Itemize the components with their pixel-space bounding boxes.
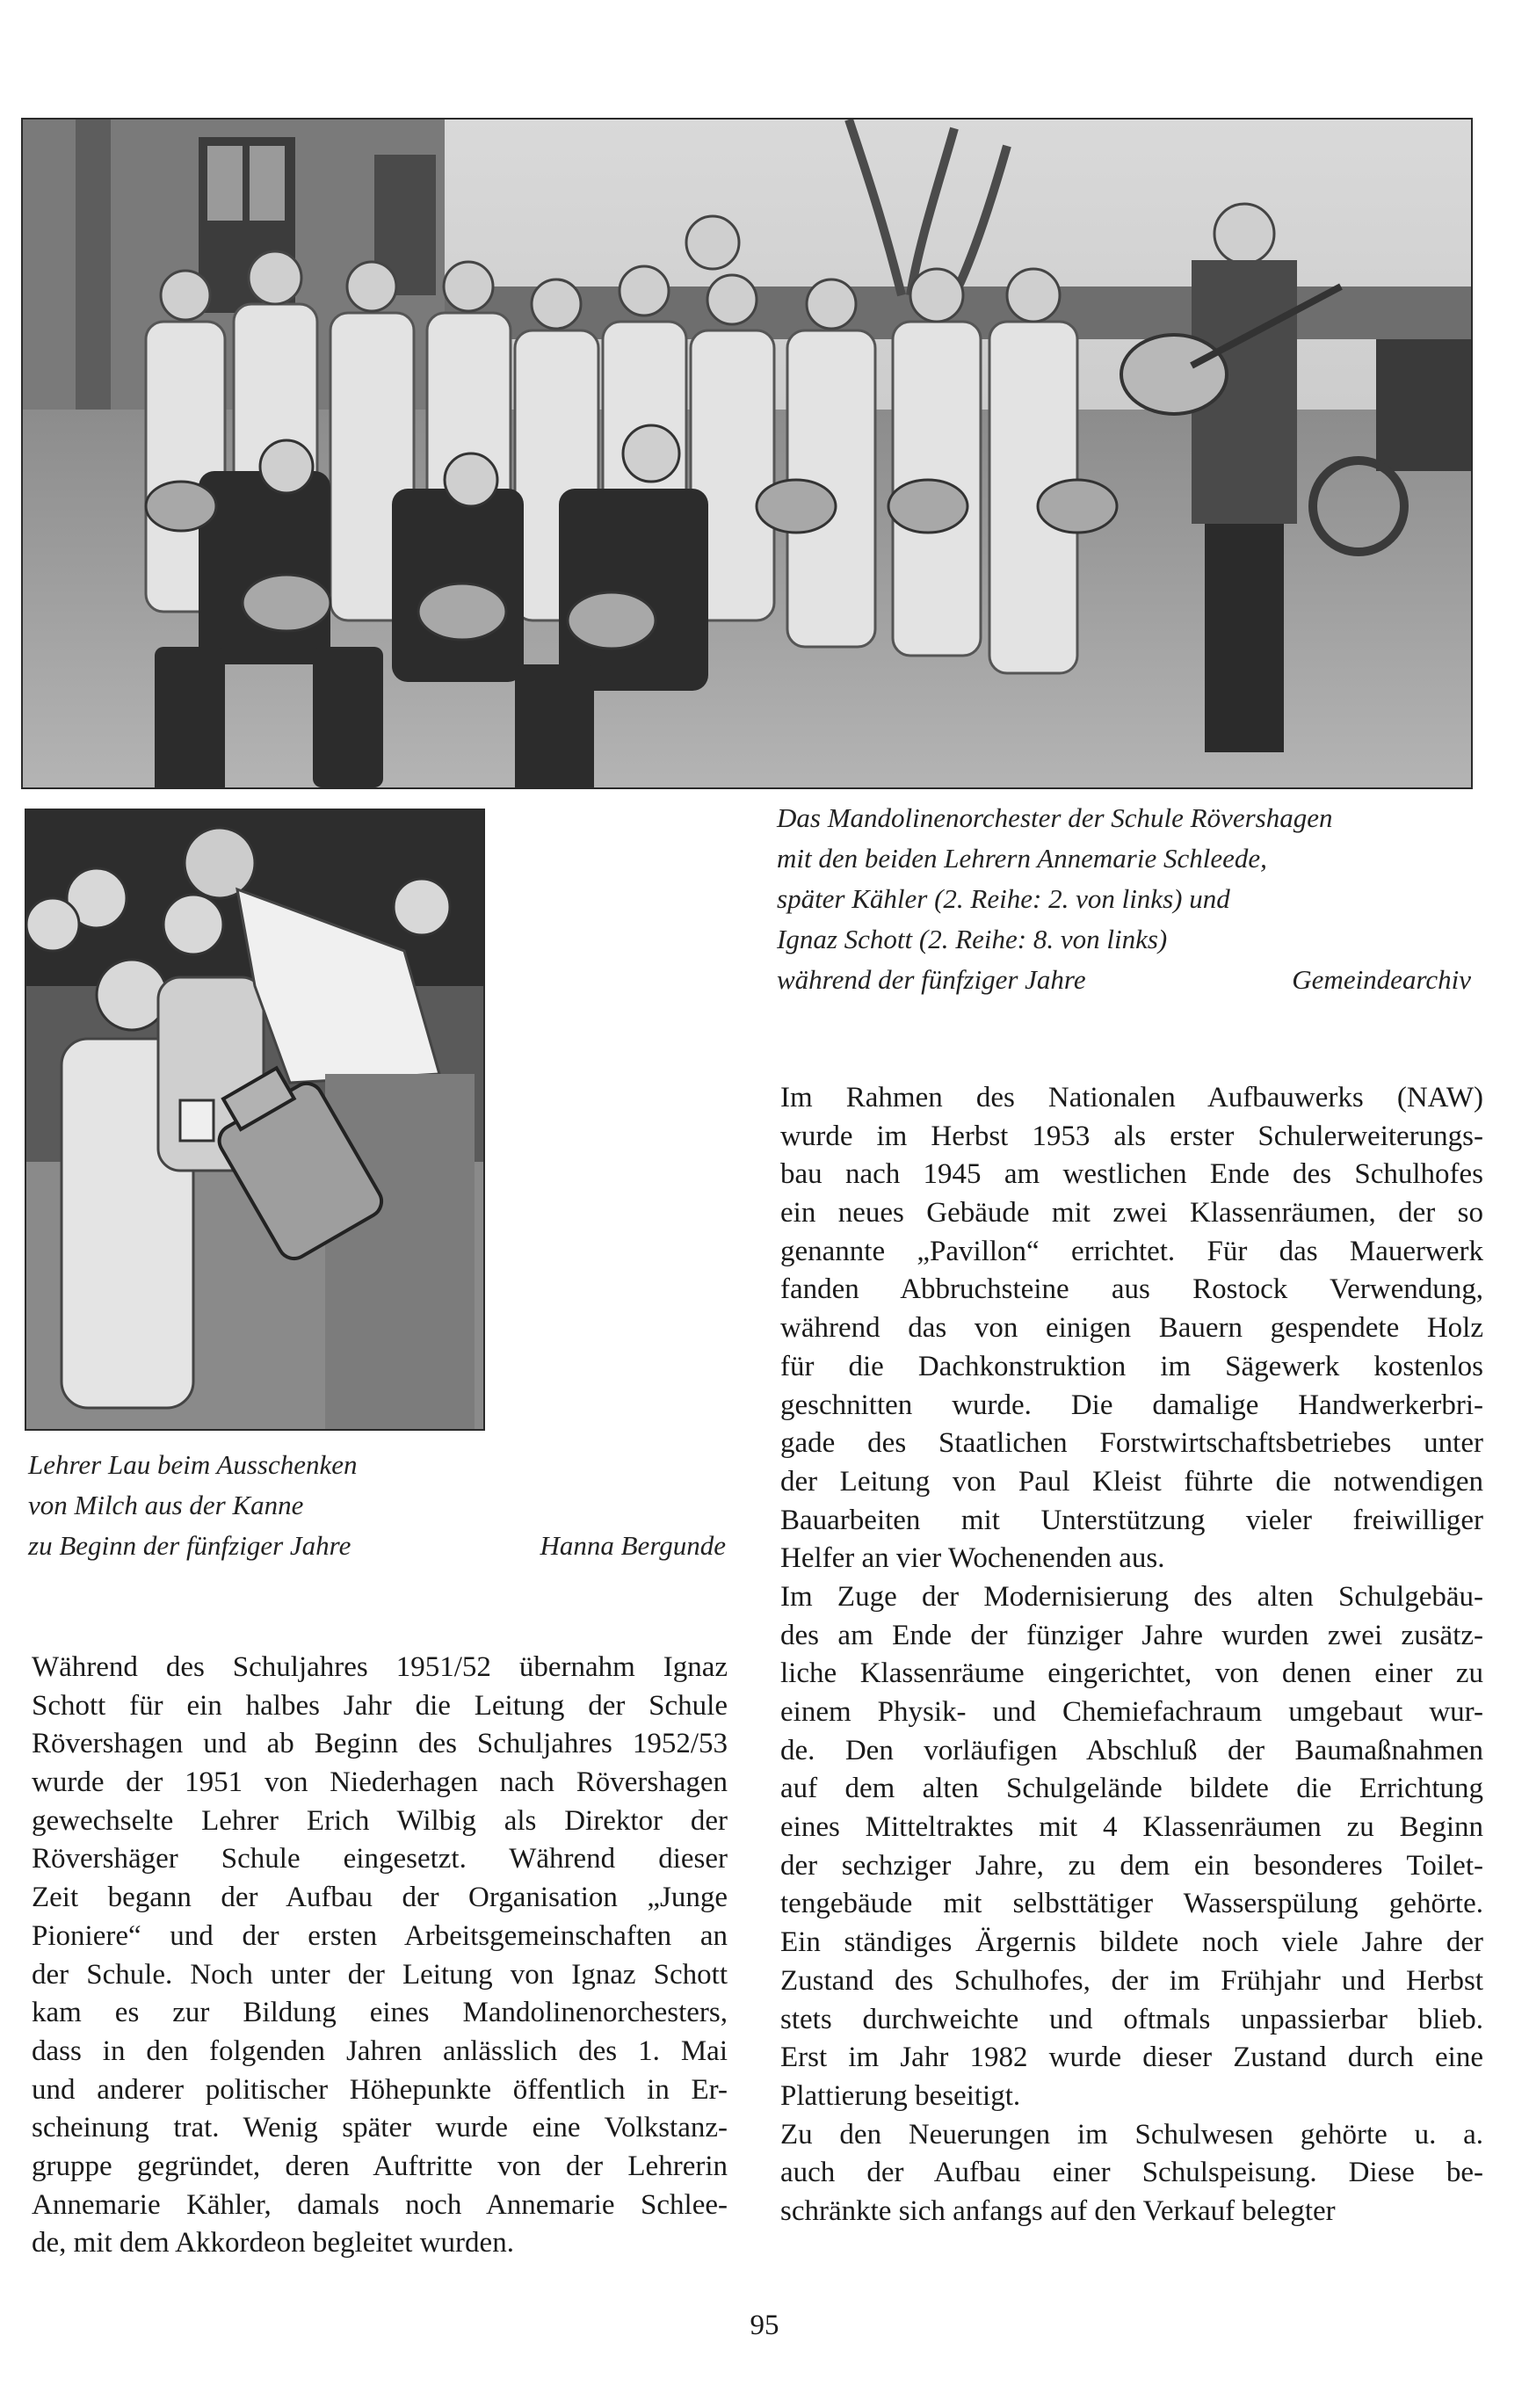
text-line: eines Mitteltraktes mit 4 Klassenräumen zu Beginn bbox=[780, 1811, 1483, 1844]
text-line: einem Physik- und Chemiefachraum umgebaut wur- bbox=[780, 1696, 1483, 1728]
text-line: fanden Abbruchsteine aus Rostock Verwendung, bbox=[780, 1273, 1483, 1306]
text-line: gade des Staatlichen Forstwirtschaftsbetriebes unter bbox=[780, 1427, 1483, 1460]
body-text-left-column bbox=[32, 1649, 728, 2263]
text-line: Plattierung beseitigt. bbox=[780, 2079, 1021, 2112]
text-line: de. Den vorläufigen Abschluß der Baumaßnahmen bbox=[780, 1734, 1483, 1766]
text-line: stets durchweichte und oftmals unpassierbar blieb. bbox=[780, 2003, 1483, 2035]
text-line: Bauarbeiten mit Unterstützung vieler freiwilliger bbox=[780, 1504, 1483, 1536]
caption-line: Lehrer Lau beim Ausschenken bbox=[28, 1449, 358, 1480]
text-line: während das von einigen Bauern gespendete Holz bbox=[780, 1312, 1483, 1345]
text-line: Rövershäger Schule eingesetzt. Während dieser bbox=[32, 1843, 728, 1875]
text-line: Zu den Neuerungen im Schulwesen gehörte u. a. bbox=[780, 2118, 1483, 2151]
text-line: Im Zuge der Modernisierung des alten Schulgebäu- bbox=[780, 1580, 1483, 1613]
text-line: Zeit begann der Aufbau der Organisation „Junge bbox=[32, 1882, 728, 1914]
text-line: wurde der 1951 von Niederhagen nach Rövershagen bbox=[32, 1766, 728, 1799]
text-line: Helfer an vier Wochenenden aus. bbox=[780, 1542, 1165, 1575]
text-line: bau nach 1945 am westlichen Ende des Schulhofes bbox=[780, 1158, 1483, 1191]
caption-last-row bbox=[777, 960, 1471, 1000]
text-line: Ein ständiges Ärgernis bildete noch viele Jahre der bbox=[780, 1926, 1483, 1959]
text-line: auf dem alten Schulgelände bildete die Errichtung bbox=[780, 1773, 1483, 1805]
text-line: kam es zur Bildung eines Mandolinenorchesters, bbox=[32, 1997, 728, 2029]
text-line: für die Dachkonstruktion im Sägewerk kostenlos bbox=[780, 1350, 1483, 1382]
photo-credit: Gemeindearchiv bbox=[1292, 964, 1471, 995]
text-line: Schott für ein halbes Jahr die Leitung der Schule bbox=[32, 1689, 728, 1722]
text-line: Während des Schuljahres 1951/52 übernahm Ignaz bbox=[32, 1651, 728, 1683]
text-line: wurde im Herbst 1953 als erster Schulerweiterungs- bbox=[780, 1120, 1483, 1152]
text-line: und anderer politischer Höhepunkte öffentlich in Er- bbox=[32, 2073, 728, 2106]
caption-line: Ignaz Schott (2. Reihe: 8. von links) bbox=[777, 924, 1168, 954]
text-line: auch der Aufbau einer Schulspeisung. Diese be- bbox=[780, 2157, 1483, 2189]
photo-teacher-pouring-milk bbox=[25, 809, 485, 1431]
text-line: Annemarie Kähler, damals noch Annemarie Schlee- bbox=[32, 2188, 728, 2221]
text-line: der Schule. Noch unter der Leitung von Ignaz Schott bbox=[32, 1958, 728, 1991]
photo-credit: Hanna Bergunde bbox=[540, 1530, 726, 1561]
text-line: der Leitung von Paul Kleist führte die notwendigen bbox=[780, 1465, 1483, 1498]
caption-line: zu Beginn der fünfziger Jahre bbox=[28, 1530, 351, 1561]
text-line: schränkte sich anfangs auf den Verkauf belegter bbox=[780, 2194, 1336, 2227]
text-line: ein neues Gebäude mit zwei Klassenräumen, der so bbox=[780, 1197, 1483, 1229]
text-line: Pioniere“ und der ersten Arbeitsgemeinschaften an bbox=[32, 1919, 728, 1952]
text-line: liche Klassenräume eingerichtet, von denen einer zu bbox=[780, 1657, 1483, 1690]
caption-line: mit den beiden Lehrern Annemarie Schleede, bbox=[777, 843, 1267, 874]
caption-milk-photo bbox=[28, 1445, 726, 1566]
body-text-right-column bbox=[780, 1079, 1483, 2231]
text-line: des am Ende der fünziger Jahre wurden zwei zusätz- bbox=[780, 1619, 1483, 1651]
text-line: gruppe gegründet, deren Auftritte von der Lehrerin bbox=[32, 2150, 728, 2182]
text-line: scheinung trat. Wenig später wurde eine Volkstanz- bbox=[32, 2112, 728, 2144]
text-line: Im Rahmen des Nationalen Aufbauwerks (NAW) bbox=[780, 1082, 1483, 1113]
photo-mandolin-orchestra bbox=[21, 118, 1473, 789]
text-line: Zustand des Schulhofes, der im Frühjahr und Herbst bbox=[780, 1964, 1483, 1997]
text-line: gewechselte Lehrer Erich Wilbig als Direktor der bbox=[32, 1804, 728, 1837]
milk-photo-graphic bbox=[26, 810, 483, 1429]
text-line: tengebäude mit selbsttätiger Wasserspülung gehörte. bbox=[780, 1888, 1483, 1920]
text-line: dass in den folgenden Jahren anlässlich des 1. Mai bbox=[32, 2034, 728, 2067]
text-line: genannte „Pavillon“ errichtet. Für das Mauerwerk bbox=[780, 1235, 1483, 1267]
orchestra-photo-graphic bbox=[23, 120, 1471, 787]
text-line: geschnitten wurde. Die damalige Handwerkerbri- bbox=[780, 1389, 1483, 1421]
page-number: 95 bbox=[750, 2310, 779, 2341]
caption-orchestra-photo bbox=[777, 798, 1471, 1000]
text-line: Rövershagen und ab Beginn des Schuljahres 1952/53 bbox=[32, 1728, 728, 1760]
caption-line: von Milch aus der Kanne bbox=[28, 1490, 304, 1520]
text-line: Erst im Jahr 1982 wurde dieser Zustand durch eine bbox=[780, 2042, 1483, 2074]
text-line: de, mit dem Akkordeon begleitet wurden. bbox=[32, 2227, 514, 2259]
caption-line: später Kähler (2. Reihe: 2. von links) und bbox=[777, 883, 1230, 914]
caption-line: während der fünfziger Jahre bbox=[777, 964, 1086, 995]
caption-last-row bbox=[28, 1526, 726, 1566]
caption-line: Das Mandolinenorchester der Schule Rövershagen bbox=[777, 802, 1333, 833]
text-line: der sechziger Jahre, zu dem ein besonderes Toilet- bbox=[780, 1849, 1483, 1882]
